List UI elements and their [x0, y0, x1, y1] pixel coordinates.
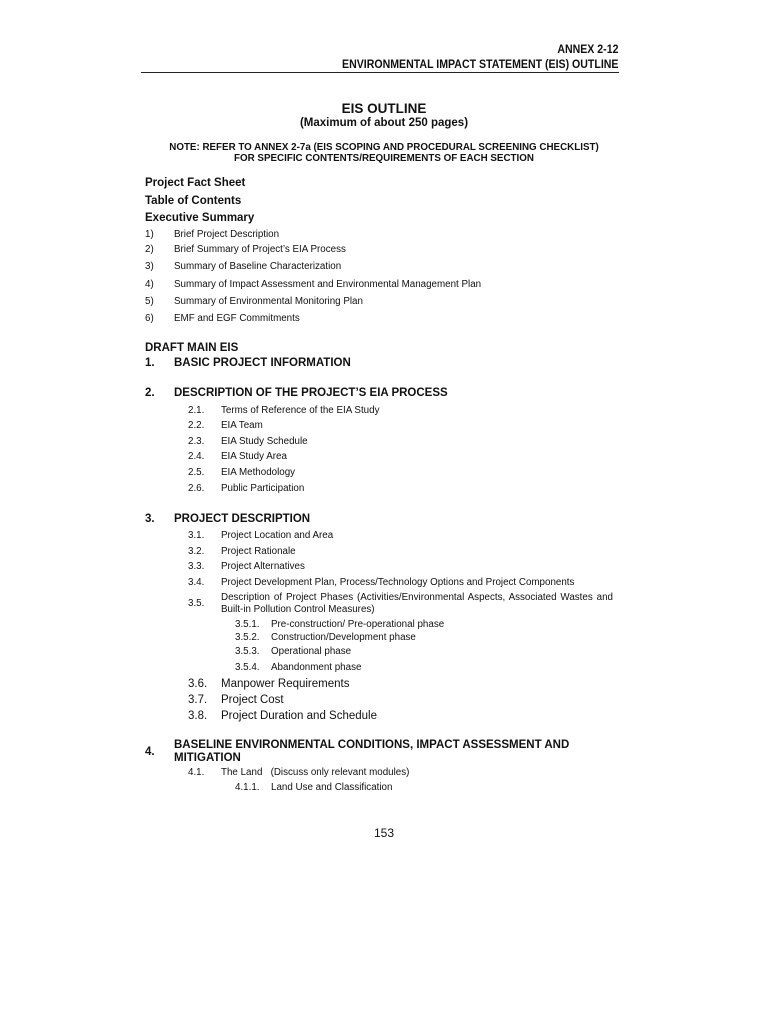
section-heading-3: PROJECT DESCRIPTION — [174, 513, 311, 525]
header-rule — [141, 72, 619, 73]
list-item-number: 2.6. — [188, 483, 205, 494]
list-item-number: 5) — [145, 296, 154, 307]
list-item-number: 6) — [145, 313, 154, 324]
page-number: 153 — [373, 826, 395, 840]
section-heading-4-line-2: MITIGATION — [174, 752, 241, 764]
list-item-number: 3.4. — [188, 577, 205, 588]
list-item-number: 3) — [145, 261, 154, 272]
page-subtitle: (Maximum of about 250 pages) — [299, 117, 469, 129]
sub-item-number: 3.5.2. — [235, 632, 260, 643]
list-item: Brief Summary of Project’s EIA Process — [174, 244, 346, 255]
list-item-number: 1) — [145, 229, 154, 240]
sub-item-number: 3.5.3. — [235, 646, 260, 657]
list-item-number: 2) — [145, 244, 154, 255]
list-item: Summary of Impact Assessment and Environmental Management Plan — [174, 279, 482, 290]
section-heading-1: BASIC PROJECT INFORMATION — [174, 357, 351, 369]
list-item-number: 3.7. — [188, 694, 208, 706]
list-item-number: 2.5. — [188, 467, 205, 478]
list-item: Project Duration and Schedule — [221, 710, 377, 722]
list-item: Manpower Requirements — [221, 678, 350, 690]
list-item: Terms of Reference of the EIA Study — [221, 405, 380, 416]
sub-item: Construction/Development phase — [271, 632, 416, 643]
project-fact-sheet: Project Fact Sheet — [145, 177, 246, 189]
annex-label: ANNEX 2-12 — [556, 44, 618, 56]
sub-item-number: 4.1.1. — [235, 782, 260, 793]
list-item-number: 3.6. — [188, 678, 208, 690]
section-heading-2: DESCRIPTION OF THE PROJECT’S EIA PROCESS — [174, 387, 448, 399]
list-item: Project Location and Area — [221, 530, 334, 541]
table-of-contents: Table of Contents — [145, 195, 242, 207]
list-item: The Land (Discuss only relevant modules) — [221, 767, 410, 778]
section-number: 4. — [145, 746, 155, 758]
sub-item: Abandonment phase — [271, 662, 362, 673]
list-item-number: 2.4. — [188, 451, 205, 462]
sub-item-number: 3.5.1. — [235, 619, 260, 630]
header-title: ENVIRONMENTAL IMPACT STATEMENT (EIS) OUTLINE — [341, 59, 618, 71]
list-item-number: 2.1. — [188, 405, 205, 416]
section-number: 1. — [145, 357, 155, 369]
list-item-number: 3.1. — [188, 530, 205, 541]
list-item: Summary of Environmental Monitoring Plan — [174, 296, 363, 307]
list-item: Project Development Plan, Process/Technology Options and Project Components — [221, 577, 575, 588]
note-line-1: NOTE: REFER TO ANNEX 2-7a (EIS SCOPING AND PROCEDURAL SCREENING CHECKLIST) — [169, 142, 599, 153]
list-item: EIA Team — [221, 420, 263, 431]
section-number: 3. — [145, 513, 155, 525]
section-number: 2. — [145, 387, 155, 399]
list-item-number: 2.3. — [188, 436, 205, 447]
section-heading-4-line-1: BASELINE ENVIRONMENTAL CONDITIONS, IMPACT ASSESSMENT AND — [174, 739, 570, 751]
list-item: EIA Study Schedule — [221, 436, 308, 447]
list-item-number: 3.8. — [188, 710, 208, 722]
list-item-number: 4.1. — [188, 767, 205, 778]
list-item: Description of Project Phases (Activities/Environmental Aspects, Associated Wastes and Built-in Pollution Control Measures) — [221, 592, 613, 615]
list-item-number: 2.2. — [188, 420, 205, 431]
list-item: Public Participation — [221, 483, 305, 494]
page-title: EIS OUTLINE — [341, 101, 427, 116]
executive-summary: Executive Summary — [145, 212, 255, 224]
list-item: Project Cost — [221, 694, 284, 706]
list-item: EMF and EGF Commitments — [174, 313, 300, 324]
list-item: Brief Project Description — [174, 229, 280, 240]
list-item-number: 3.3. — [188, 561, 205, 572]
sub-item: Land Use and Classification — [271, 782, 393, 793]
list-item: Project Rationale — [221, 546, 296, 557]
list-item: Project Alternatives — [221, 561, 305, 572]
list-item-number: 3.5. — [188, 598, 205, 609]
list-item: EIA Methodology — [221, 467, 296, 478]
sub-item: Operational phase — [271, 646, 352, 657]
list-item-number: 3.2. — [188, 546, 205, 557]
list-item: Summary of Baseline Characterization — [174, 261, 342, 272]
sub-item: Pre-construction/ Pre-operational phase — [271, 619, 445, 630]
list-item-number: 4) — [145, 279, 154, 290]
list-item: EIA Study Area — [221, 451, 287, 462]
sub-item-number: 3.5.4. — [235, 662, 260, 673]
draft-main-eis-heading: DRAFT MAIN EIS — [145, 342, 239, 354]
note-line-2: FOR SPECIFIC CONTENTS/REQUIREMENTS OF EACH SECTION — [234, 153, 534, 164]
